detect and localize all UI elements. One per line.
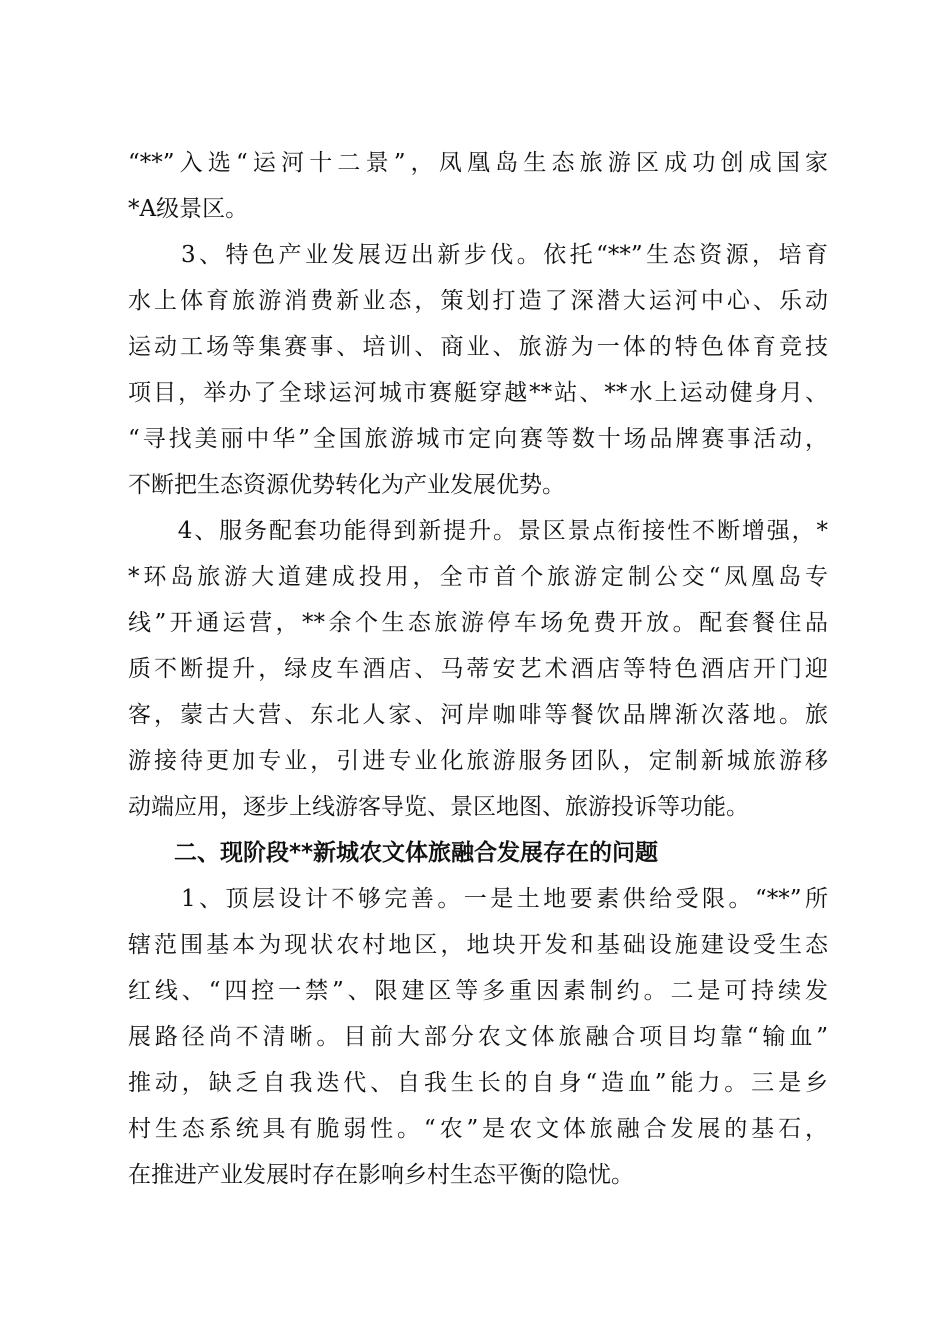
body-text-line: 不断把生态资源优势转化为产业发展优势。 (128, 472, 565, 498)
paragraph-3-first-line: 3、特色产业发展迈出新步伐。依托“**”生态资源，培育 (128, 242, 828, 268)
body-text-line: *A级景区。 (128, 196, 249, 222)
body-text-line: *环岛旅游大道建成投用，全市首个旅游定制公交“凤凰岛专 (128, 564, 828, 590)
body-text-line: 动端应用，逐步上线游客导览、景区地图、旅游投诉等功能。 (128, 794, 749, 820)
body-text-line: 客，蒙古大营、东北人家、河岸咖啡等餐饮品牌渐次落地。旅 (128, 702, 828, 728)
body-text-line: 辖范围基本为现状农村地区，地块开发和基础设施建设受生态 (128, 932, 828, 958)
body-text-line: 项目，举办了全球运河城市赛艇穿越**站、**水上运动健身月、 (128, 380, 828, 406)
paragraph-1-first-line: 1、顶层设计不够完善。一是土地要素供给受限。“**”所 (128, 886, 828, 912)
body-text-line: 红线、“四控一禁”、限建区等多重因素制约。二是可持续发 (128, 978, 828, 1004)
body-text-line: 运动工场等集赛事、培训、商业、旅游为一体的特色体育竞技 (128, 334, 828, 360)
body-text-line: 推动，缺乏自我迭代、自我生长的自身“造血”能力。三是乡 (128, 1070, 828, 1096)
body-text-line: 水上体育旅游消费新业态，策划打造了深潜大运河中心、乐动 (128, 288, 828, 314)
body-text-line: 线”开通运营，**余个生态旅游停车场免费开放。配套餐住品 (128, 610, 828, 636)
body-text-line: 在推进产业发展时存在影响乡村生态平衡的隐忧。 (128, 1162, 634, 1188)
body-text-line: 游接待更加专业，引进专业化旅游服务团队，定制新城旅游移 (128, 748, 828, 774)
body-text-line: “寻找美丽中华”全国旅游城市定向赛等数十场品牌赛事活动， (128, 426, 828, 452)
body-text-line: 展路径尚不清晰。目前大部分农文体旅融合项目均靠“输血” (128, 1024, 828, 1050)
body-text-line: 村生态系统具有脆弱性。“农”是农文体旅融合发展的基石， (128, 1116, 828, 1142)
section-heading: 二、现阶段**新城农文体旅融合发展存在的问题 (128, 840, 659, 866)
body-text-line: 质不断提升，绿皮车酒店、马蒂安艺术酒店等特色酒店开门迎 (128, 656, 828, 682)
paragraph-4-first-line: 4、服务配套功能得到新提升。景区景点衔接性不断增强，* (128, 518, 828, 544)
body-text-line: “**”入选“运河十二景”，凤凰岛生态旅游区成功创成国家 (128, 150, 828, 176)
